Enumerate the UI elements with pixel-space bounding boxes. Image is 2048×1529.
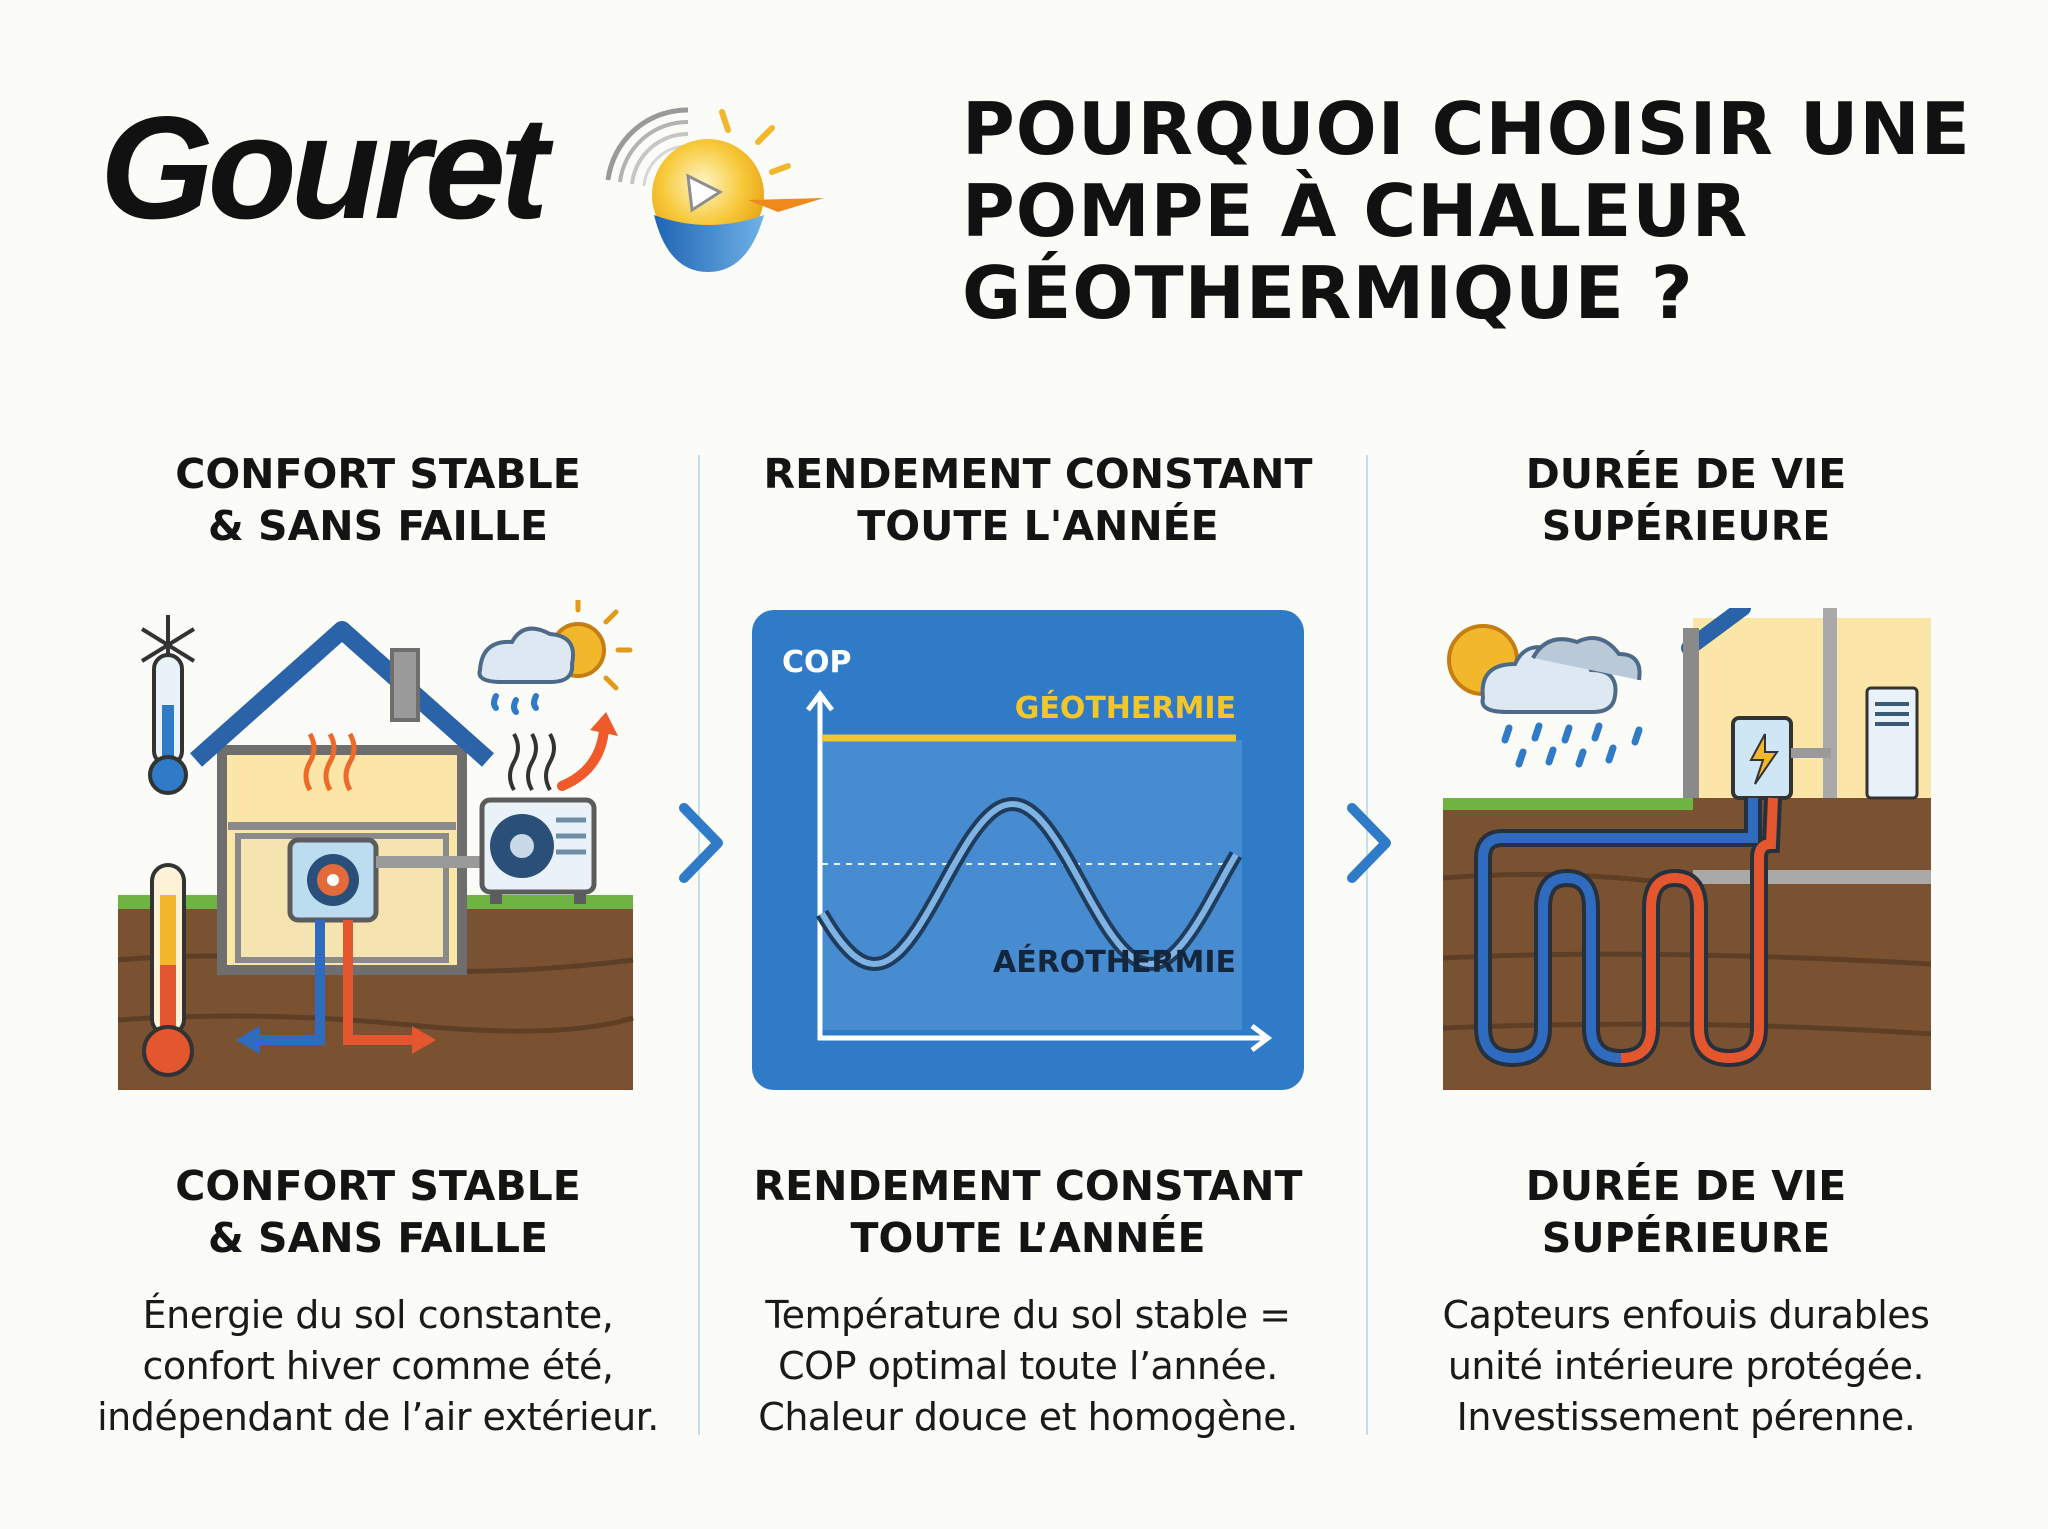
page-title xyxy=(962,88,2022,334)
column-1-heading xyxy=(48,448,708,552)
column-3-subheading xyxy=(1356,1160,2016,1264)
column-2-description xyxy=(698,1290,1358,1443)
heading-line: TOUTE L'ANNÉE xyxy=(857,502,1219,550)
brand-logo-text: Gouret xyxy=(100,86,543,249)
heading-line: SUPÉRIEURE xyxy=(1541,502,1831,550)
chevron-right-icon xyxy=(1340,798,1400,888)
heading-line: RENDEMENT CONSTANT xyxy=(763,450,1313,498)
title-line-3: GÉOTHERMIQUE ? xyxy=(962,251,1694,335)
series-geothermie-label: GÉOTHERMIE xyxy=(1014,691,1236,726)
column-2-subheading xyxy=(698,1160,1358,1264)
chevron-right-icon xyxy=(672,798,732,888)
subheading-line: & SANS FAILLE xyxy=(208,1214,548,1262)
description-line: unité intérieure protégée. xyxy=(1447,1344,1925,1388)
description-line: Énergie du sol constante, xyxy=(142,1293,614,1337)
column-2-heading xyxy=(708,448,1368,552)
chart-ylabel: COP xyxy=(782,645,852,680)
description-line: Investissement pérenne. xyxy=(1456,1395,1916,1439)
subheading-line: RENDEMENT CONSTANT xyxy=(753,1162,1303,1210)
chart-area-fill xyxy=(822,740,1242,1030)
description-line: indépendant de l’air extérieur. xyxy=(97,1395,659,1439)
subheading-line: DURÉE DE VIE xyxy=(1525,1162,1847,1210)
column-1-description xyxy=(48,1290,708,1443)
description-line: Chaleur douce et homogène. xyxy=(758,1395,1298,1439)
cold-thermometer-icon xyxy=(118,605,218,1085)
brand-sun-logo-icon xyxy=(588,100,828,290)
column-3-heading xyxy=(1356,448,2016,552)
description-line: Capteurs enfouis durables xyxy=(1442,1293,1930,1337)
subheading-line: SUPÉRIEURE xyxy=(1541,1214,1831,1262)
column-3-description xyxy=(1356,1290,2016,1443)
description-line: COP optimal toute l’année. xyxy=(778,1344,1278,1388)
column-1-subheading xyxy=(48,1160,708,1264)
heading-line: DURÉE DE VIE xyxy=(1525,450,1847,498)
subheading-line: CONFORT STABLE xyxy=(175,1162,581,1210)
subheading-line: TOUTE L’ANNÉE xyxy=(850,1214,1206,1262)
column-divider-2 xyxy=(1366,455,1368,1435)
description-line: confort hiver comme été, xyxy=(142,1344,614,1388)
cop-chart xyxy=(752,610,1304,1090)
description-line: Température du sol stable = xyxy=(765,1293,1291,1337)
heading-line: CONFORT STABLE xyxy=(175,450,581,498)
series-aerothermie-label: AÉROTHERMIE xyxy=(993,945,1236,980)
column-divider-1 xyxy=(698,455,700,1435)
title-line-2: POMPE À CHALEUR xyxy=(962,169,1749,253)
heading-line: & SANS FAILLE xyxy=(208,502,548,550)
ground-loop-collector-icon xyxy=(1443,608,1931,1090)
title-line-1: POURQUOI CHOISIR UNE xyxy=(962,87,1971,171)
sun-cloud-rain-icon xyxy=(479,600,630,712)
